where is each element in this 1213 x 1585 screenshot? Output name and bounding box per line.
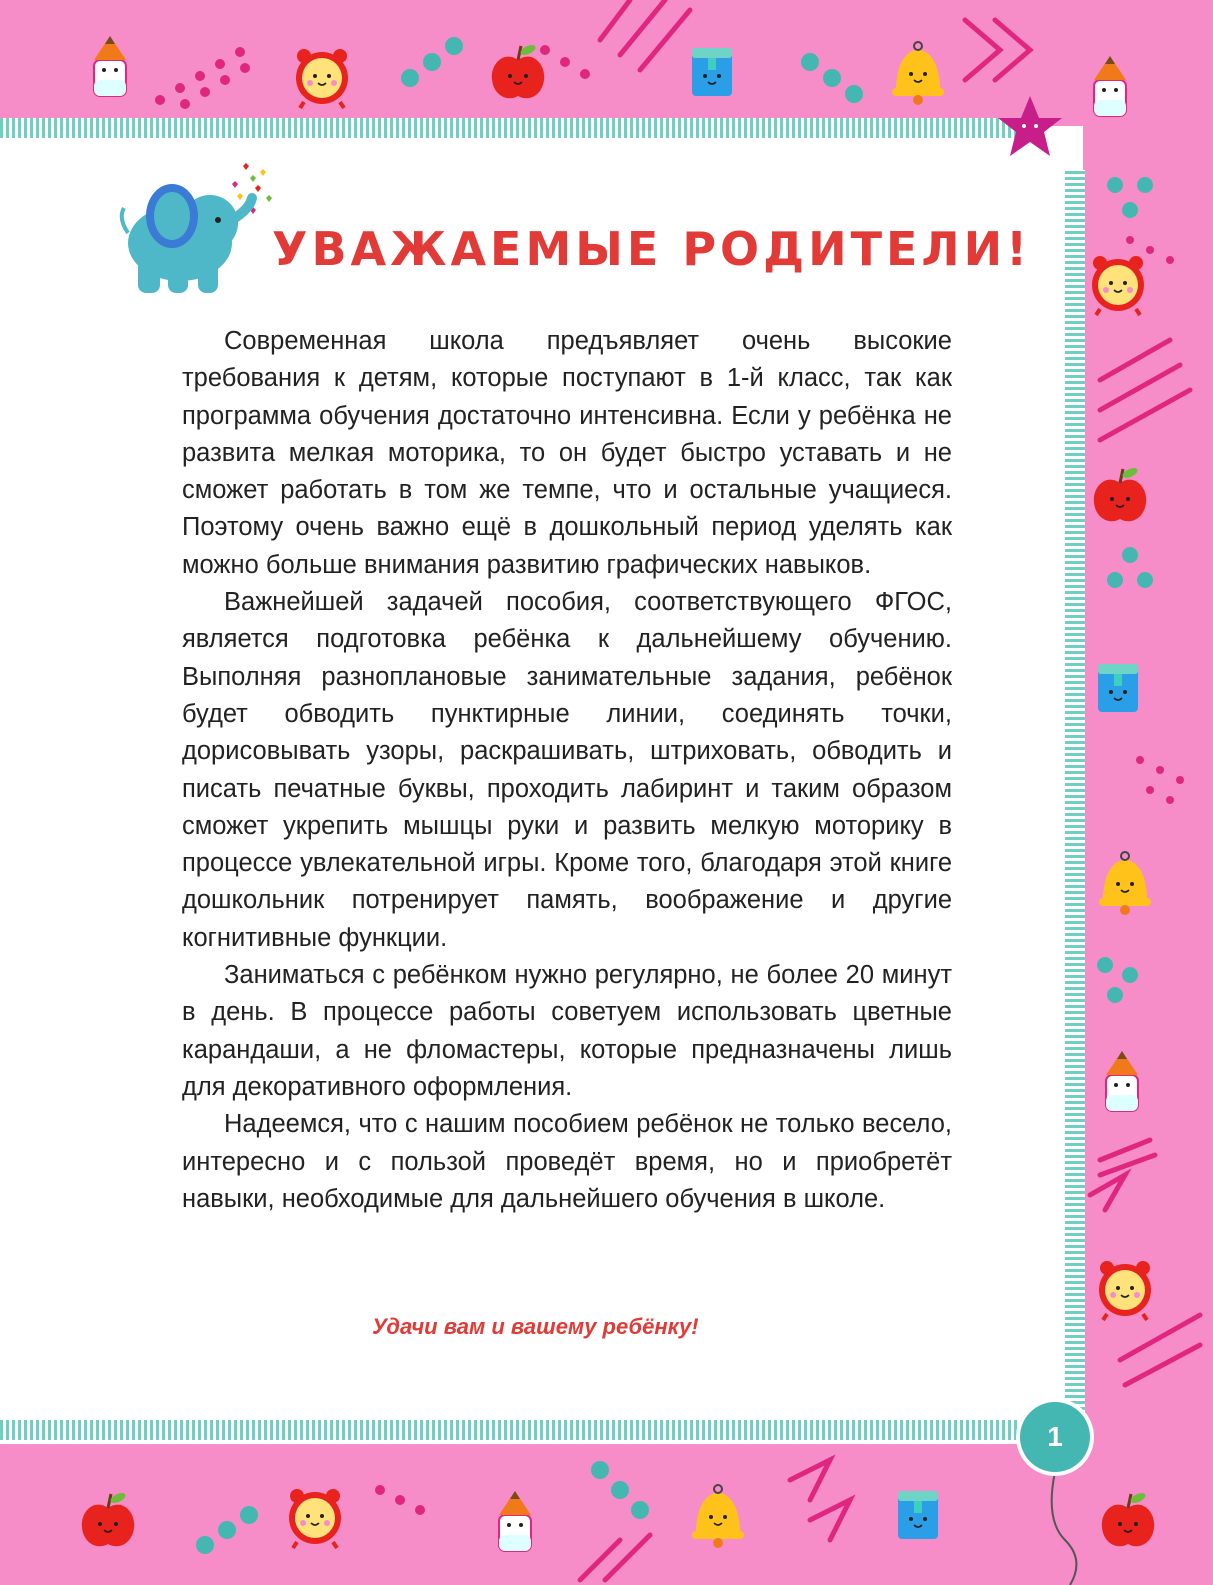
paragraph: Заниматься с ребёнком нужно регулярно, не более 20 минут в день. В процессе работы советуем использовать цветные карандаши, а не фломастеры, которые предназначены лишь для декоративного оформления. — [182, 961, 952, 1101]
right-dots — [1126, 236, 1184, 804]
closing-wish: Удачи вам и вашему ребёнку! — [372, 1314, 699, 1339]
notebook-icon — [898, 1491, 938, 1539]
bottom-dots — [375, 1485, 425, 1515]
elephant-icon — [110, 158, 275, 298]
top-teal-dots — [401, 37, 863, 103]
notebook-icon — [1098, 664, 1138, 712]
pencil-icon — [94, 36, 126, 96]
bell-icon — [892, 42, 944, 105]
pencil-icon — [499, 1491, 531, 1551]
alarm-clock-icon — [1092, 256, 1144, 315]
alarm-clock-icon — [1099, 1261, 1151, 1320]
bell-icon — [1099, 852, 1151, 915]
balloon-string — [1052, 1472, 1077, 1585]
star-icon — [998, 96, 1062, 156]
apple-icon — [1102, 1491, 1154, 1546]
apple-icon — [82, 1491, 134, 1546]
paragraph: Важнейшей задачей пособия, соответствующего ФГОС, является подготовка ребёнка к дальнейшему обучению. Выполняя разноплановые занимательные задания, ребёнок будет обводить пунктирные линии, соединять точки, дорисовывать узоры, раскрашивать, штриховать, обводить и писать печатные буквы, проходить лабиринт и таким образом сможет укрепить мышцы руки и развить мелкую моторику в процессе увлекательной игры. Кроме того, благодаря этой книге дошкольник потренирует память, воображение и другие когнитивные функции. — [182, 588, 952, 952]
paragraph: Надеемся, что с нашим пособием ребёнок не только весело, интересно и с пользой проведёт время, но и приобретёт навыки, необходимые для дальнейшего обучения в школе. — [182, 1110, 952, 1213]
alarm-clock-icon — [289, 1489, 341, 1548]
body-text — [182, 323, 952, 1218]
paragraph: Современная школа предъявляет очень высокие требования к детям, которые поступают в 1-й класс, так как программа обучения достаточно интенсивна. Если у ребёнка не развита мелкая моторика, то он будет быстро уставать и не сможет работать в том же темпе, что и остальные учащиеся. Поэтому очень важно ещё в дошкольный период уделять как можно больше внимания развитию графических навыков. — [182, 327, 952, 579]
page-title: УВАЖАЕМЫЕ РОДИТЕЛИ! — [272, 222, 1032, 276]
page-number-badge: 1 — [1020, 1402, 1090, 1472]
pencil-icon — [1106, 1051, 1138, 1111]
apple-icon — [492, 43, 544, 98]
alarm-clock-icon — [296, 49, 348, 108]
notebook-icon — [692, 48, 732, 96]
bell-icon — [692, 1485, 744, 1548]
pencil-icon — [1094, 56, 1126, 116]
apple-icon — [1094, 466, 1146, 521]
